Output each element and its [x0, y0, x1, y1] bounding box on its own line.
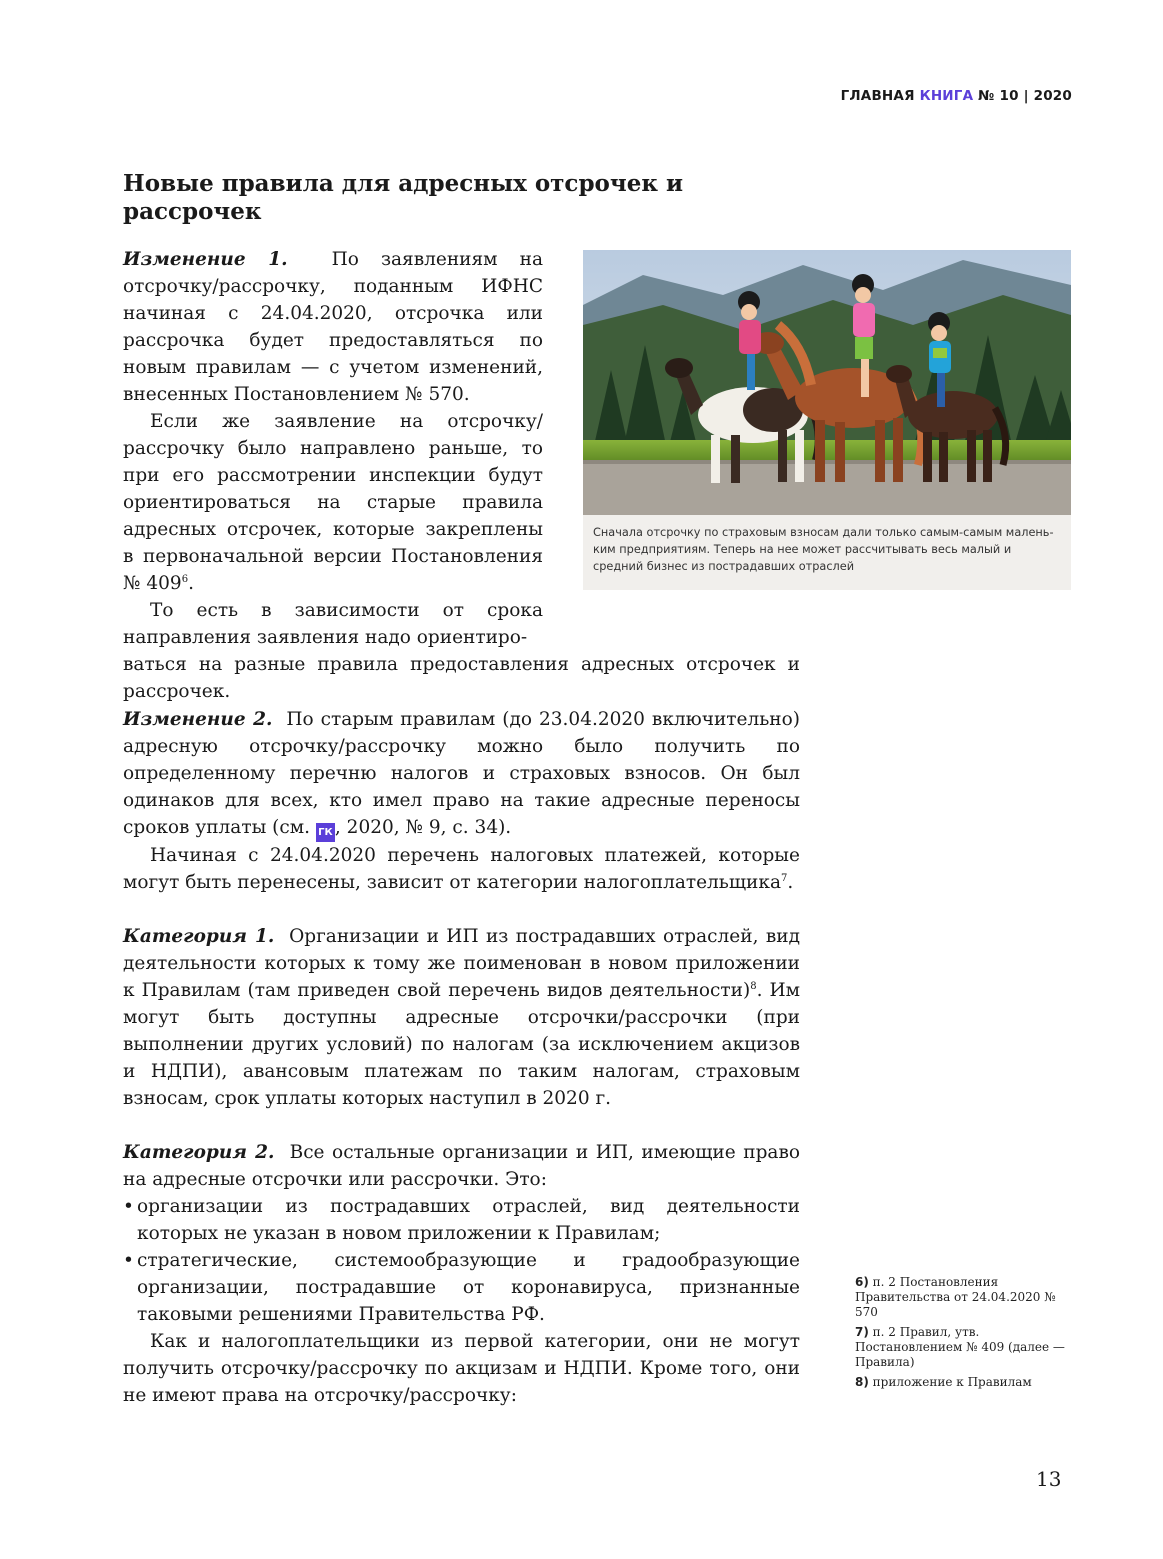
change1-paragraph-3b: ваться на разные правила предоставления адресных отсрочек и рассрочек.: [123, 654, 800, 702]
category2-paragraph-2: Как и налогоплательщики из первой категории, они не могут получить отсрочку/рассрочку по акцизам и НДПИ. Кроме того, они не имеют права на отсрочку/рассрочку:: [123, 1331, 800, 1406]
change2-text-2-end: .: [787, 872, 794, 893]
header-magazine-accent: КНИГА: [919, 88, 974, 104]
change1-lead: Изменение 1.: [123, 249, 288, 270]
footnote-7-text: п. 2 Правил, утв. Постановлением № 409 (далее — Правила): [855, 1325, 1065, 1369]
glavkniga-logo-icon: ГК: [316, 823, 335, 842]
footnote-8-number: 8): [855, 1375, 869, 1389]
header-issue: № 10 | 2020: [973, 88, 1072, 104]
change1-paragraph-2: [123, 408, 543, 597]
category2-text-1: Все остальные организации и ИП, имеющие право на адресные отсрочки или рассрочки. Это:: [123, 1142, 800, 1190]
category2-bullet-list: [123, 1193, 800, 1328]
footnote-8-text: приложение к Правилам: [872, 1375, 1032, 1389]
change2-paragraph-2: [123, 842, 800, 896]
category1-paragraph: [123, 923, 800, 1112]
category2-paragraph-1: [123, 1139, 800, 1193]
change1-paragraph-1: [123, 246, 543, 408]
page-number: 13: [1036, 1467, 1062, 1491]
category1-lead: Категория 1.: [123, 926, 275, 947]
change1-text-2: Если же заявление на отсрочку/рассрочку было направлено раньше, то при его рассмотрении инспекции будут ориентироваться на старые правила адресных отсрочек, которые закреплены в первоначальной версии Постановления № 409: [123, 411, 543, 594]
section-category-2: [123, 1139, 800, 1409]
header-magazine-name: ГЛАВНАЯ: [840, 88, 920, 104]
section-category-1: [123, 923, 800, 1112]
change2-paragraph-1: [123, 706, 800, 842]
footnote-6: [855, 1275, 1065, 1320]
footnotes: [855, 1275, 1065, 1395]
article-title: Новые правила для адресных отсрочек и рассрочек: [123, 170, 684, 225]
change2-text-1b: , 2020, № 9, с. 34).: [334, 817, 512, 838]
category1-text-a: Организации и ИП из пострадавших отраслей, вид деятельности которых к тому же поименован в новом приложении к Правилам (там приведен свой перечень видов деятельности): [123, 926, 800, 1001]
footnote-6-number: 6): [855, 1275, 869, 1289]
change1-text-2-end: .: [188, 573, 194, 594]
running-header: [841, 88, 1072, 104]
footnote-ref-6: 6: [181, 573, 189, 585]
photo-caption: Сначала отсрочку по страховым взносам дали только самым-самым малень-ким предприятиям. Теперь на нее может рассчитывать весь малый и средний бизнес из пострадавших отраслей: [593, 526, 1054, 573]
change2-text-1a: По старым правилам (до 23.04.2020 включительно) адресную отсрочку/рассрочку можно было получить по определенному перечню налогов и страховых взносов. Он был одинаков для всех, кто имел право на такие адресные переносы сроков уплаты (см.: [123, 709, 800, 838]
change1-paragraph-3a: То есть в зависимости от срока направления заявления надо ориентиро-: [123, 600, 543, 648]
footnote-ref-8: 8: [750, 980, 757, 992]
list-item: • стратегические, системообразующие и градообразующие организации, пострадавшие от коронавируса, признанные таковыми решениями Правительства РФ.: [123, 1247, 800, 1328]
change1-text-1: По заявлениям на отсрочку/рассрочку, поданным ИФНС начиная с 24.04.2020, отсрочка или рассрочка будет предоставляться по новым правилам — с учетом изменений, внесенных Постановлением № 570.: [123, 249, 543, 405]
list-item: • организации из пострадавших отраслей, вид деятельности которых не указан в новом приложении к Правилам;: [123, 1193, 800, 1247]
footnote-6-text: п. 2 Постановления Правительства от 24.04.2020 № 570: [855, 1275, 1056, 1319]
section-change-1: [123, 246, 800, 705]
footnote-7: [855, 1325, 1065, 1370]
footnote-7-number: 7): [855, 1325, 869, 1339]
section-change-2: [123, 706, 800, 896]
footnote-8: [855, 1375, 1065, 1390]
footnote-ref-7: 7: [780, 872, 788, 884]
change2-lead: Изменение 2.: [123, 709, 273, 730]
change2-text-2: Начиная с 24.04.2020 перечень налоговых платежей, которые могут быть перенесены, зависит от категории налогоплательщика: [123, 845, 800, 893]
category2-lead: Категория 2.: [123, 1142, 275, 1163]
category1-text-b: . Им могут быть доступны адресные отсрочки/рассрочки (при выполнении других условий) по налогам (за исключением акцизов и НДПИ), авансовым платежам по таким налогам, страховым взносам, срок уплаты которых наступил в 2020 г.: [123, 980, 800, 1109]
